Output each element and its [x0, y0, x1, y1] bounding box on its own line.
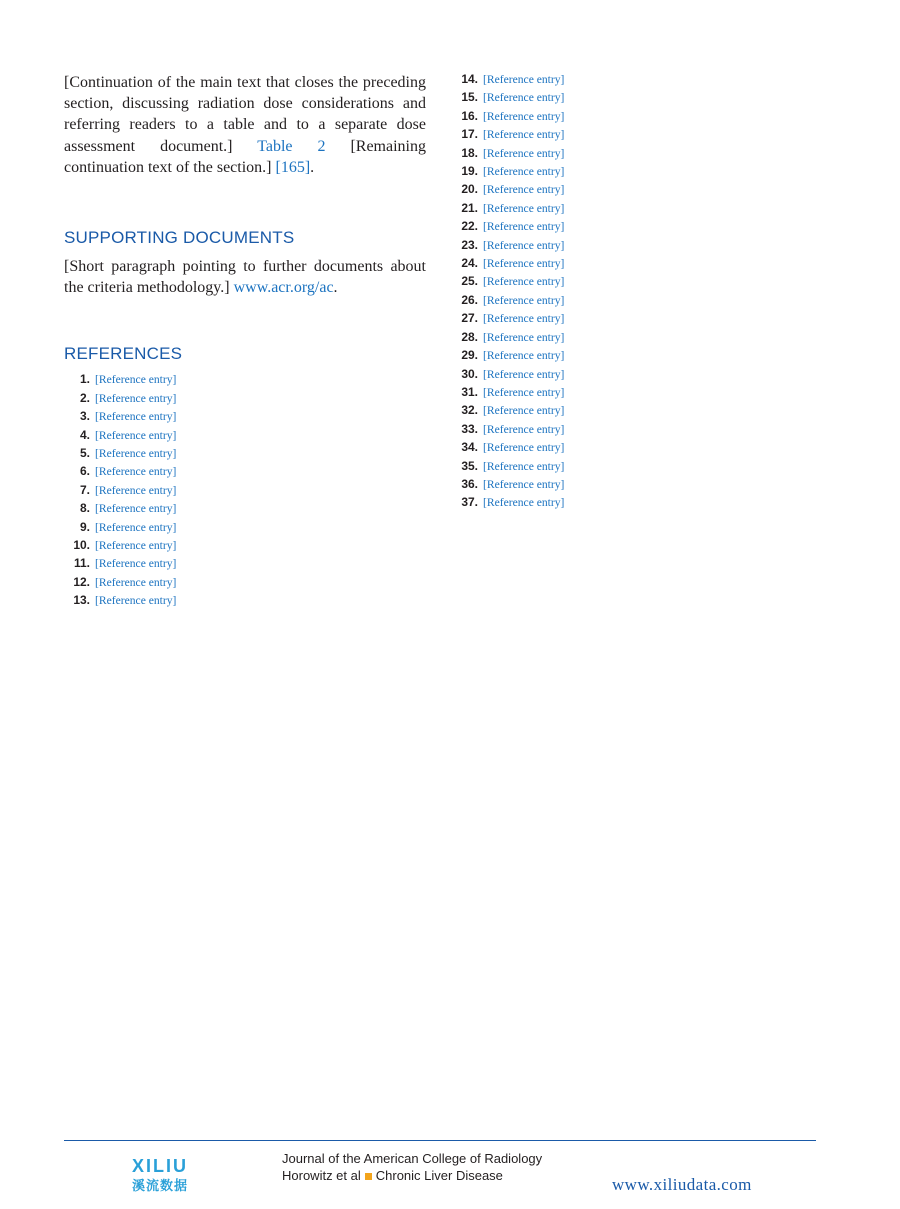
reference-item[interactable]	[64, 372, 426, 387]
reference-number: 14.	[461, 72, 478, 86]
reference-number: 29.	[461, 348, 478, 363]
reference-item[interactable]	[64, 538, 426, 553]
intro-paragraph: [Continuation of the main text that closes the preceding section, discussing radiation dose considerations and referring readers to a table and to a separate dose assessment document.] Table 2 [Remaining continuation text of the section.] [165].	[64, 74, 426, 176]
reference-number: 27.	[461, 311, 478, 326]
reference-text[interactable]: [Reference entry]	[483, 220, 565, 234]
reference-number: 7.	[79, 482, 90, 497]
reference-number: 2.	[79, 390, 90, 405]
reference-number: 10.	[73, 538, 90, 553]
reference-text[interactable]: [Reference entry]	[483, 128, 565, 142]
reference-text[interactable]: [Reference entry]	[95, 539, 177, 553]
reference-number: 18.	[461, 145, 478, 160]
reference-item[interactable]	[452, 495, 816, 510]
reference-number: 21.	[461, 200, 478, 215]
reference-item[interactable]	[452, 367, 816, 382]
running-title: Chronic Liver Disease	[375, 1168, 503, 1183]
reference-list-left	[64, 372, 426, 608]
reference-text[interactable]: [Reference entry]	[95, 447, 177, 461]
reference-item[interactable]	[452, 109, 816, 124]
reference-text[interactable]: [Reference entry]	[483, 385, 565, 399]
reference-item[interactable]	[64, 501, 426, 516]
reference-text[interactable]: [Reference entry]	[95, 373, 177, 387]
reference-item[interactable]	[452, 256, 816, 271]
reference-text[interactable]: [Reference entry]	[483, 275, 565, 289]
journal-name: Journal of the American College of Radiology	[282, 1151, 543, 1166]
reference-text[interactable]: [Reference entry]	[483, 73, 565, 86]
reference-text[interactable]: [Reference entry]	[483, 367, 565, 381]
reference-text[interactable]: [Reference entry]	[95, 410, 177, 424]
reference-text[interactable]: [Reference entry]	[483, 183, 565, 197]
references-heading: REFERENCES	[64, 344, 183, 364]
reference-number: 37.	[461, 495, 478, 510]
reference-text[interactable]: [Reference entry]	[95, 483, 177, 497]
running-authors: Horowitz et al	[282, 1168, 361, 1183]
reference-text[interactable]: [Reference entry]	[483, 257, 565, 271]
supporting-documents-heading: SUPPORTING DOCUMENTS	[64, 228, 295, 248]
reference-text[interactable]: [Reference entry]	[95, 594, 177, 608]
reference-text[interactable]: [Reference entry]	[483, 330, 565, 344]
running-head	[282, 1167, 542, 1184]
website-watermark[interactable]: www.xiliudata.com	[612, 1175, 752, 1194]
footer-rule	[64, 1140, 816, 1141]
reference-number: 32.	[461, 403, 478, 418]
reference-text[interactable]: [Reference entry]	[483, 109, 565, 123]
reference-text[interactable]: [Reference entry]	[483, 422, 565, 436]
reference-number: 24.	[461, 256, 478, 271]
reference-item[interactable]	[452, 422, 816, 437]
reference-number: 26.	[461, 292, 478, 307]
reference-text[interactable]: [Reference entry]	[483, 404, 565, 418]
reference-number: 28.	[461, 329, 478, 344]
reference-list-right	[452, 72, 816, 511]
reference-text[interactable]: [Reference entry]	[95, 520, 177, 534]
reference-text[interactable]: [Reference entry]	[483, 165, 565, 179]
reference-item[interactable]	[452, 403, 816, 418]
reference-165-link[interactable]: [165]	[275, 158, 311, 176]
reference-item[interactable]	[452, 440, 816, 455]
reference-number: 3.	[79, 409, 90, 424]
reference-item[interactable]	[64, 556, 426, 571]
reference-item[interactable]	[452, 182, 816, 197]
logo-wordmark: XILIU	[132, 1156, 189, 1176]
reference-item[interactable]	[452, 219, 816, 234]
reference-text[interactable]: [Reference entry]	[95, 428, 177, 442]
reference-text[interactable]: [Reference entry]	[483, 349, 565, 363]
reference-item[interactable]	[452, 274, 816, 289]
reference-item[interactable]	[452, 311, 816, 326]
reference-number: 13.	[73, 593, 90, 608]
reference-item[interactable]	[64, 483, 426, 498]
reference-text[interactable]: [Reference entry]	[483, 459, 565, 473]
reference-text[interactable]: [Reference entry]	[483, 441, 565, 455]
separator-square-icon	[365, 1173, 372, 1180]
reference-text[interactable]: [Reference entry]	[483, 477, 565, 491]
reference-item[interactable]	[64, 520, 426, 535]
reference-number: 5.	[79, 446, 90, 461]
reference-number: 6.	[79, 464, 90, 479]
reference-number: 17.	[461, 127, 478, 142]
reference-item[interactable]	[64, 391, 426, 406]
reference-number: 30.	[461, 366, 478, 381]
reference-number: 35.	[461, 458, 478, 473]
reference-number: 8.	[79, 501, 90, 516]
reference-number: 1.	[79, 372, 90, 387]
journal-footer	[282, 1150, 542, 1184]
reference-text[interactable]: [Reference entry]	[483, 238, 565, 252]
reference-item[interactable]	[64, 464, 426, 479]
reference-number: 22.	[461, 219, 478, 234]
reference-item[interactable]	[452, 238, 816, 253]
reference-text[interactable]: [Reference entry]	[483, 146, 565, 160]
reference-item[interactable]	[452, 348, 816, 363]
reference-item[interactable]	[64, 409, 426, 424]
reference-number: 12.	[73, 574, 90, 589]
table-2-link[interactable]: Table 2	[257, 137, 326, 155]
reference-text[interactable]: [Reference entry]	[483, 312, 565, 326]
right-column	[452, 72, 816, 514]
reference-item[interactable]	[452, 146, 816, 161]
reference-item[interactable]	[64, 428, 426, 443]
reference-number: 31.	[461, 384, 478, 399]
reference-text[interactable]: [Reference entry]	[483, 293, 565, 307]
reference-number: 4.	[79, 427, 90, 442]
reference-number: 33.	[461, 421, 478, 436]
reference-item[interactable]	[452, 164, 816, 179]
reference-item[interactable]	[452, 201, 816, 216]
reference-text[interactable]: [Reference entry]	[95, 391, 177, 405]
reference-item[interactable]	[452, 127, 816, 142]
reference-text[interactable]: [Reference entry]	[483, 201, 565, 215]
acr-ac-link[interactable]: www.acr.org/ac	[233, 279, 334, 297]
reference-number: 16.	[461, 108, 478, 123]
reference-number: 36.	[461, 476, 478, 491]
xiliu-logo	[128, 1154, 224, 1194]
left-column	[64, 72, 426, 612]
reference-text[interactable]: [Reference entry]	[95, 557, 177, 571]
reference-item[interactable]	[452, 72, 816, 87]
reference-number: 34.	[461, 440, 478, 455]
supporting-paragraph: [Short paragraph pointing to further documents about the criteria methodology.] www.acr.org/ac.	[64, 258, 426, 297]
reference-number: 23.	[461, 237, 478, 252]
reference-item[interactable]	[452, 477, 816, 492]
logo-subtext: 溪流数据	[132, 1179, 189, 1194]
reference-item[interactable]	[452, 459, 816, 474]
reference-number: 25.	[461, 274, 478, 289]
reference-number: 19.	[461, 164, 478, 179]
reference-text[interactable]: [Reference entry]	[483, 496, 565, 510]
reference-number: 15.	[461, 90, 478, 105]
reference-item[interactable]	[452, 293, 816, 308]
reference-text[interactable]: [Reference entry]	[483, 91, 565, 105]
reference-item[interactable]	[452, 90, 816, 105]
reference-item[interactable]	[64, 593, 426, 608]
reference-number: 9.	[79, 519, 90, 534]
reference-item[interactable]	[64, 446, 426, 461]
reference-number: 20.	[461, 182, 478, 197]
reference-number: 11.	[73, 556, 90, 571]
reference-item[interactable]	[452, 385, 816, 400]
reference-text[interactable]: [Reference entry]	[95, 575, 177, 589]
reference-item[interactable]	[452, 330, 816, 345]
reference-text[interactable]: [Reference entry]	[95, 465, 177, 479]
reference-text[interactable]: [Reference entry]	[95, 502, 177, 516]
reference-item[interactable]	[64, 575, 426, 590]
